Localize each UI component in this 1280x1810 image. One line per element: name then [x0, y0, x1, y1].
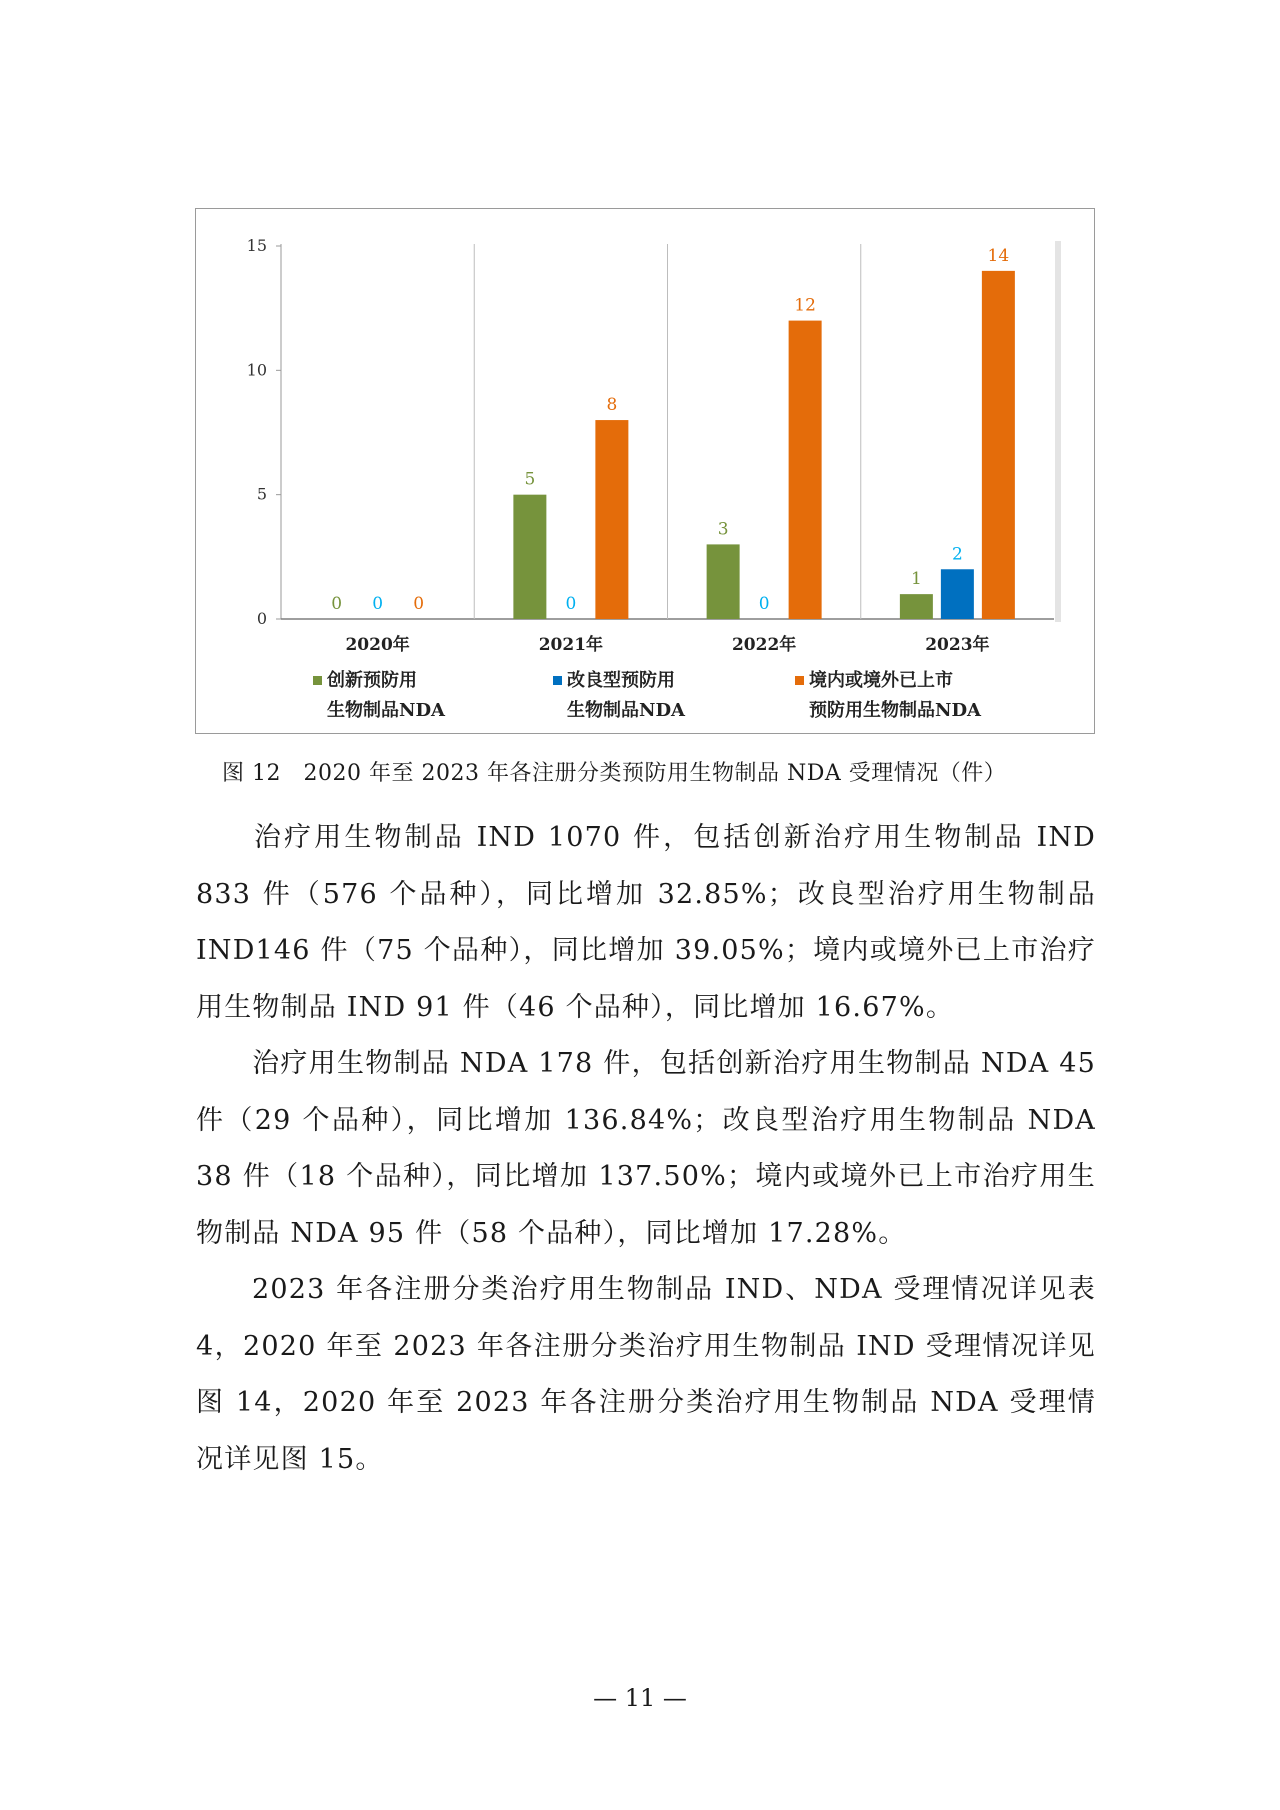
x-tick-label: 2021年: [538, 635, 604, 655]
data-label: 5: [524, 469, 536, 490]
bar: [900, 594, 933, 619]
legend-item: [567, 666, 685, 726]
y-tick-label: 15: [246, 236, 267, 255]
data-label: 12: [794, 295, 816, 316]
legend-swatch: [553, 676, 562, 685]
page-number: — 11 —: [593, 1684, 687, 1712]
bar: [513, 495, 546, 619]
x-tick-label: 2020年: [345, 635, 410, 655]
data-label: 0: [331, 594, 343, 614]
bar: [982, 271, 1015, 619]
legend-item: [327, 666, 445, 726]
legend-label: 生物制品NDA: [327, 700, 446, 721]
legend-label: 预防用生物制品NDA: [809, 700, 982, 721]
data-label: 3: [717, 519, 729, 540]
bar: [595, 420, 628, 619]
paragraph-ind: [196, 810, 1096, 1036]
paragraph-text: 治疗用生物制品 IND 1070 件，包括创新治疗用生物制品 IND 833 件（576 个品种），同比增加 32.85%；改良型治疗用生物制品 IND146 件（75 个品种），同比增加 39.05%；境内或境外已上市治疗用生物制品 IND 91 件（46 个品种），同比增加 16.67%。: [196, 822, 1096, 1023]
data-label: 8: [606, 395, 618, 416]
paragraph-text: 治疗用生物制品 NDA 178 件，包括创新治疗用生物制品 NDA 45 件（29 个品种），同比增加 136.84%；改良型治疗用生物制品 NDA 38 件（18 个品种），同比增加 137.50%；境内或境外已上市治疗用生物制品 NDA 95 件（58 个品种），同比增加 17.28%。: [196, 1048, 1096, 1249]
legend-label: 创新预防用: [327, 670, 417, 691]
data-label: 14: [987, 245, 1010, 266]
bar: [789, 321, 822, 619]
data-label: 0: [413, 594, 425, 614]
data-label: 0: [372, 594, 384, 614]
y-tick-label: 10: [246, 360, 267, 380]
paragraph-references: [196, 1262, 1096, 1488]
y-tick-label: 5: [256, 484, 267, 504]
legend-label: 境内或境外已上市: [809, 670, 953, 691]
x-tick-label: 2023年: [925, 635, 990, 655]
legend-swatch: [795, 676, 804, 685]
legend-label: 改良型预防用: [567, 670, 675, 691]
bar: [941, 569, 974, 619]
legend-swatch: [313, 676, 322, 685]
bar: [707, 544, 740, 619]
data-label: 0: [565, 594, 577, 614]
figure-caption: 图 12 2020 年至 2023 年各注册分类预防用生物制品 NDA 受理情况（件）: [222, 761, 1007, 786]
bar-chart: [196, 209, 1096, 735]
legend-item: [809, 666, 981, 726]
paragraph-text: 2023 年各注册分类治疗用生物制品 IND、NDA 受理情况详见表 4，2020 年至 2023 年各注册分类治疗用生物制品 IND 受理情况详见图 14，2020 年至 2023 年各注册分类治疗用生物制品 NDA 受理情况详见图 15。: [196, 1274, 1096, 1475]
chart-frame: [195, 208, 1095, 734]
y-tick-label: 0: [256, 609, 267, 628]
paragraph-nda: [196, 1036, 1096, 1262]
x-tick-label: 2022年: [731, 635, 797, 655]
data-label: 1: [910, 569, 922, 590]
legend-label: 生物制品NDA: [567, 700, 686, 721]
data-label: 2: [951, 544, 963, 565]
data-label: 0: [758, 594, 770, 614]
